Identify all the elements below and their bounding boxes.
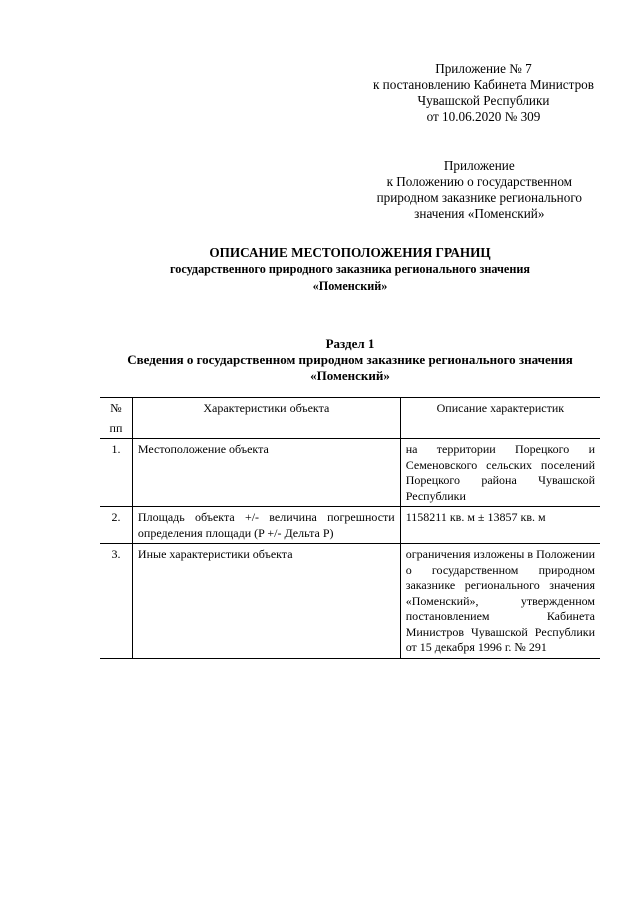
row-characteristic: Местоположение объекта xyxy=(132,439,400,507)
table-header-row xyxy=(100,398,600,439)
appendix-line: Чувашской Республики xyxy=(417,93,550,108)
row-description: 1158211 кв. м ± 13857 кв. м xyxy=(400,507,600,544)
row-number: 1. xyxy=(100,439,132,507)
header-number xyxy=(100,398,132,439)
header-number-abbr: пп xyxy=(109,420,123,435)
appendix-line: значения «Поменский» xyxy=(414,206,545,221)
header-characteristics: Характеристики объекта xyxy=(132,398,400,439)
row-number: 2. xyxy=(100,507,132,544)
appendix-line: к постановлению Кабинета Министров xyxy=(372,77,594,92)
appendix-line: природном заказнике регионального xyxy=(376,190,582,205)
appendix-line: Приложение xyxy=(443,158,515,173)
title-subtitle: государственного природного заказника регионального значения xyxy=(170,262,530,276)
appendix-reference-block xyxy=(373,61,594,125)
section-subtitle: «Поменский» xyxy=(310,368,390,383)
document-title xyxy=(100,244,600,295)
appendix-line: к Положению о государственном xyxy=(386,174,573,189)
regulation-appendix-block xyxy=(377,158,582,222)
title-main: ОПИСАНИЕ МЕСТОПОЛОЖЕНИЯ ГРАНИЦ xyxy=(209,245,491,260)
section-number: Раздел 1 xyxy=(325,336,375,351)
title-subtitle: «Поменский» xyxy=(312,279,388,293)
row-number: 3. xyxy=(100,544,132,659)
table-row xyxy=(100,439,600,507)
row-characteristic: Площадь объекта +/- величина погрешности определения площади (P +/- Дельта P) xyxy=(132,507,400,544)
characteristics-table xyxy=(100,397,600,659)
row-description: ограничения изложены в Положении о государственном природном заказнике регионального значения «Поменский», утвержденном постановлением Кабинета Министров Чувашской Республики от 15 декабря 1996 г. № 291 xyxy=(400,544,600,659)
section-heading xyxy=(100,336,600,384)
header-number-symbol: № xyxy=(110,401,122,415)
row-characteristic: Иные характеристики объекта xyxy=(132,544,400,659)
section-subtitle: Сведения о государственном природном заказнике регионального значения xyxy=(127,352,573,367)
table-row xyxy=(100,544,600,659)
appendix-line: Приложение № 7 xyxy=(435,61,532,76)
table-row xyxy=(100,507,600,544)
row-description: на территории Порецкого и Семеновского сельских поселений Порецкого района Чувашской Республики xyxy=(400,439,600,507)
appendix-line: от 10.06.2020 № 309 xyxy=(426,109,541,124)
header-description: Описание характеристик xyxy=(400,398,600,439)
